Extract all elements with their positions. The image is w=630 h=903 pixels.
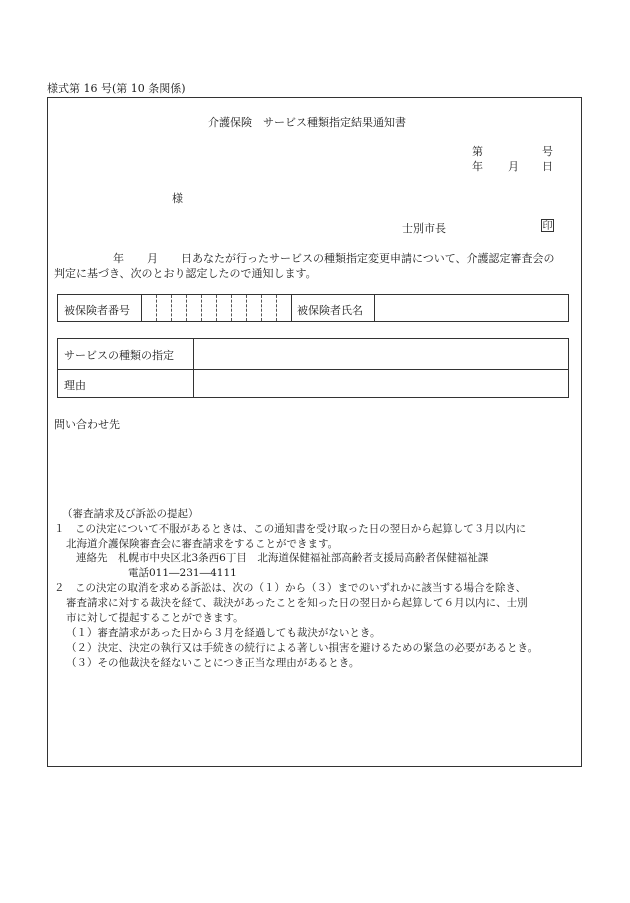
- appeal-contact: 連絡先 札幌市中央区北3条西6丁目 北海道保健福祉部高齢者支援局高齢者保健福祉課: [76, 552, 489, 564]
- insured-table: [57, 294, 569, 322]
- appeal-item2-line1: ２ この決定の取消を求める訴訟は、次の（１）から（３）までのいずれかに該当する場合を除き、: [54, 582, 527, 594]
- body-line-2: 判定に基づき、次のとおり認定したので通知します。: [54, 267, 317, 280]
- appeal-item1-line2: 北海道介護保険審査会に審査請求をすることができます。: [66, 538, 339, 550]
- seal-mark: 印: [542, 221, 553, 232]
- service-table: [57, 338, 569, 398]
- date-month: 月: [508, 160, 519, 173]
- date-day: 日: [542, 160, 553, 173]
- date-year: 年: [472, 160, 483, 173]
- doc-number-prefix: 第: [472, 145, 483, 158]
- inquiry-label: 問い合わせ先: [54, 418, 120, 431]
- issuer: 士別市長: [402, 222, 446, 235]
- form-number: 様式第 16 号(第 10 条関係): [47, 82, 186, 95]
- appeal-heading: （審査請求及び訴訟の提起）: [62, 508, 199, 520]
- doc-number-suffix: 号: [542, 145, 553, 158]
- service-type-field[interactable]: [194, 339, 568, 368]
- insured-name-field[interactable]: [375, 295, 568, 321]
- body-line-1: 日あなたが行ったサービスの種類指定変更申請について、介護認定審査会の: [181, 252, 555, 265]
- appeal-item2-line3: 市に対して提起することができます。: [66, 612, 244, 624]
- appeal-sub1: （１）審査請求があった日から３月を経過しても裁決がないとき。: [66, 627, 381, 639]
- service-type-label: サービスの種類の指定: [64, 349, 174, 362]
- appeal-item1-line1: １ この決定について不服があるときは、この通知書を受け取った日の翌日から起算して３月以内に: [54, 523, 527, 535]
- insured-name-label: 被保険者氏名: [297, 304, 363, 317]
- appeal-phone: 電話011―231―4111: [128, 567, 237, 579]
- appeal-sub2: （２）決定、決定の執行又は手続きの続行による著しい損害を避けるための緊急の必要があるとき。: [66, 642, 539, 654]
- reason-label: 理由: [64, 379, 86, 392]
- body-month: 月: [147, 252, 158, 265]
- appeal-item2-line2: 審査請求に対する裁決を経て、裁決があったことを知った日の翌日から起算して６月以内に、士別: [66, 597, 528, 609]
- appeal-sub3: （３）その他裁決を経ないことにつき正当な理由があるとき。: [66, 657, 360, 669]
- body-year: 年: [113, 252, 124, 265]
- insured-number-field[interactable]: [142, 295, 290, 321]
- insured-number-label: 被保険者番号: [64, 304, 130, 317]
- document-title: 介護保険 サービス種類指定結果通知書: [208, 116, 406, 129]
- reason-field[interactable]: [194, 370, 568, 397]
- addressee-suffix: 様: [172, 192, 183, 205]
